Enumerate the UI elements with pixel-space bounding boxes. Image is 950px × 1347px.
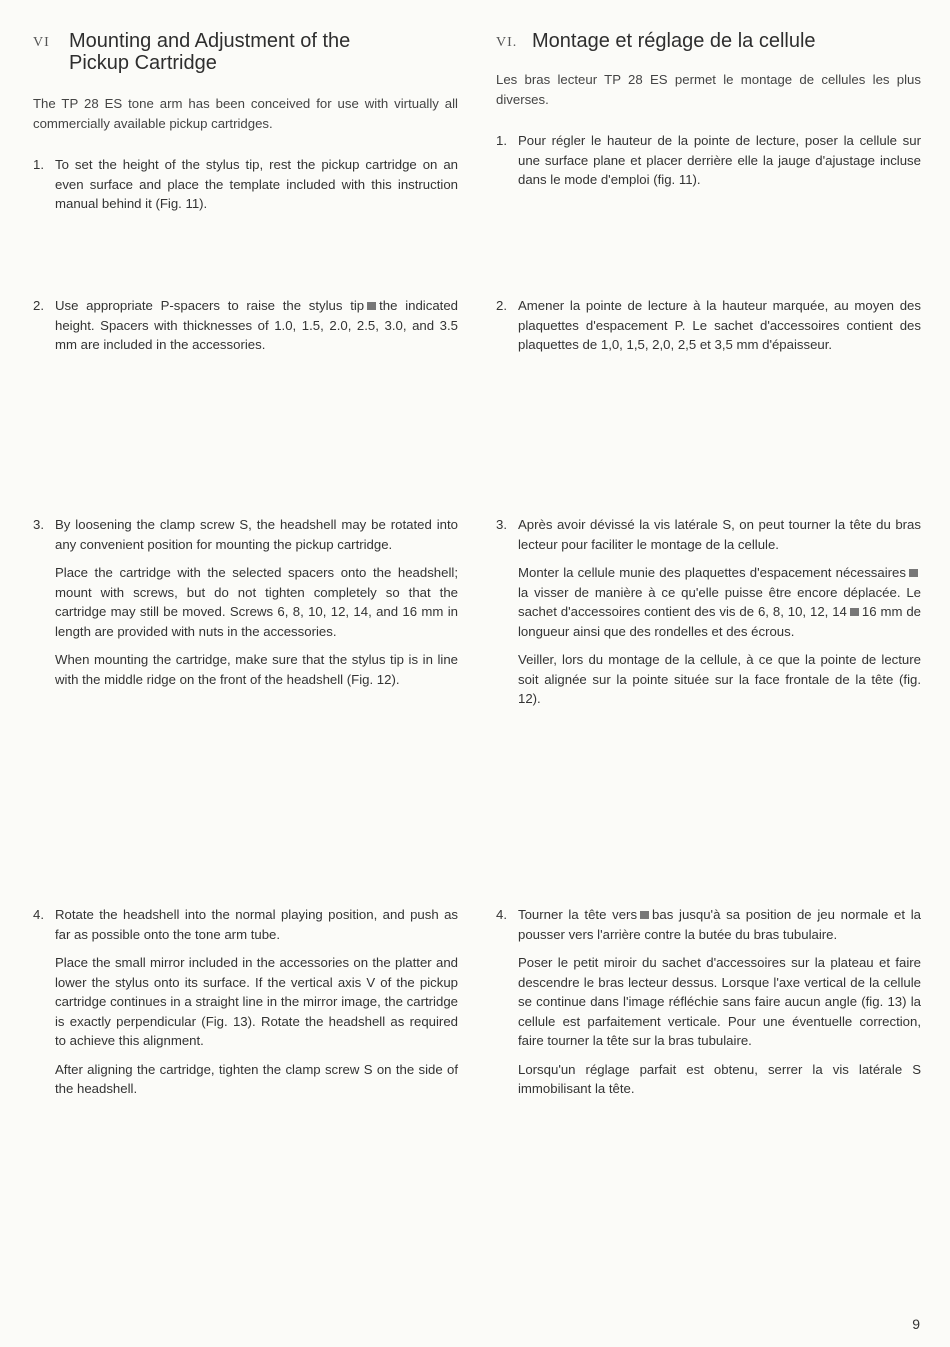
- fr-section-header: [496, 30, 921, 109]
- page-number: 9: [912, 1316, 920, 1332]
- en-section-header: [33, 30, 458, 133]
- en-step-3: 3. By loosening the clamp screw S, the headshell may be rotated into any convenient position for mounting the pickup cartridge. Place the cartridge with the selected spacers onto the headshell; mount with screws, but do not tighten completely so that the cartridge may still be moved. Screws 6, 8, 10, 12, 14, and 16 mm in length are provided with nuts in the accessories. When mounting the cartridge, make sure that the stylus tip is in line with the middle ridge on the front of the headshell (Fig. 12).: [33, 517, 458, 687]
- en-section-title: Mounting and Adjustment of the Pickup Cartridge: [69, 30, 351, 74]
- fr-section-number: VI.: [496, 35, 518, 50]
- fr-step-4: 4. Tourner la tête vers bas jusqu'à sa position de jeu normale et la pousser vers l'arrière contre la butée du bras tubulaire. Poser le petit miroir du sachet d'accessoires sur la plateau et faire descendre le bras lecteur dessus. Lorsque l'axe vertical de la cellule se continue dans l'image réfléchie sans faire aucun angle (fig. 13) la cellule est parfaitement verticale. Pour une éventuelle correction, faire tourner la tête sur la bras tubulaire. Lorsqu'un réglage parfait est obtenu, serrer la vis latérale S immobilisant la tête.: [496, 907, 921, 1096]
- fr-section-title: Montage et réglage de la cellule: [532, 30, 816, 52]
- marker-glyph: [367, 302, 376, 310]
- marker-glyph: [640, 911, 649, 919]
- en-step-4: 4. Rotate the headshell into the normal playing position, and push as far as possible onto the tone arm tube. Place the small mirror included in the accessories on the platter and lower the stylus onto its surface. If the vertical axis V of the pickup cartridge continues in a straight line in the mirror image, the cartridge is exactly perpendicular (Fig. 13). Rotate the headshell as required to achieve this alignment. After aligning the cartridge, tighten the clamp screw S on the side of the headshell.: [33, 907, 458, 1096]
- fr-step-2: 2. Amener la pointe de lecture à la hauteur marquée, au moyen des plaquettes d'espacement P. Le sachet d'accessoires contient des plaquettes de 1,0, 1,5, 2,0, 2,5 et 3,5 mm d'épaisseur.: [496, 298, 921, 352]
- fr-intro: Les bras lecteur TP 28 ES permet le montage de cellules les plus diverses.: [496, 72, 921, 107]
- marker-glyph: [850, 608, 859, 616]
- en-step-2: 2. Use appropriate P-spacers to raise the stylus tip the indicated height. Spacers with thicknesses of 1.0, 1.5, 2.0, 2.5, 3.0, and 3.5 mm are included in the accessories.: [33, 298, 458, 352]
- fr-step-3: 3. Après avoir dévissé la vis latérale S, on peut tourner la tête du bras lecteur pour faciliter le montage de la cellule. Monter la cellule munie des plaquettes d'espacement nécessairesla visser de manière à ce qu'elle puisse être encore déplacée. Le sachet d'accessoires contient des vis de 6, 8, 10, 12, 14 16 mm de longueur ainsi que des rondelles et des écrous. Veiller, lors du montage de la cellule, à ce que la pointe de lecture soit alignée sur la pointe située sur la face frontale de la tête (fig. 12).: [496, 517, 921, 706]
- marker-glyph: [909, 569, 918, 577]
- fr-step-1: 1. Pour régler le hauteur de la pointe de lecture, poser la cellule sur une surface plane et placer derrière elle la jauge d'ajustage incluse dans le mode d'emploi (fig. 11).: [496, 133, 921, 187]
- en-intro: The TP 28 ES tone arm has been conceived for use with virtually all commercially available pickup cartridges.: [33, 96, 458, 131]
- en-section-number: VI: [33, 35, 50, 50]
- en-step-1: 1. To set the height of the stylus tip, rest the pickup cartridge on an even surface and place the template included with this instruction manual behind it (Fig. 11).: [33, 157, 458, 211]
